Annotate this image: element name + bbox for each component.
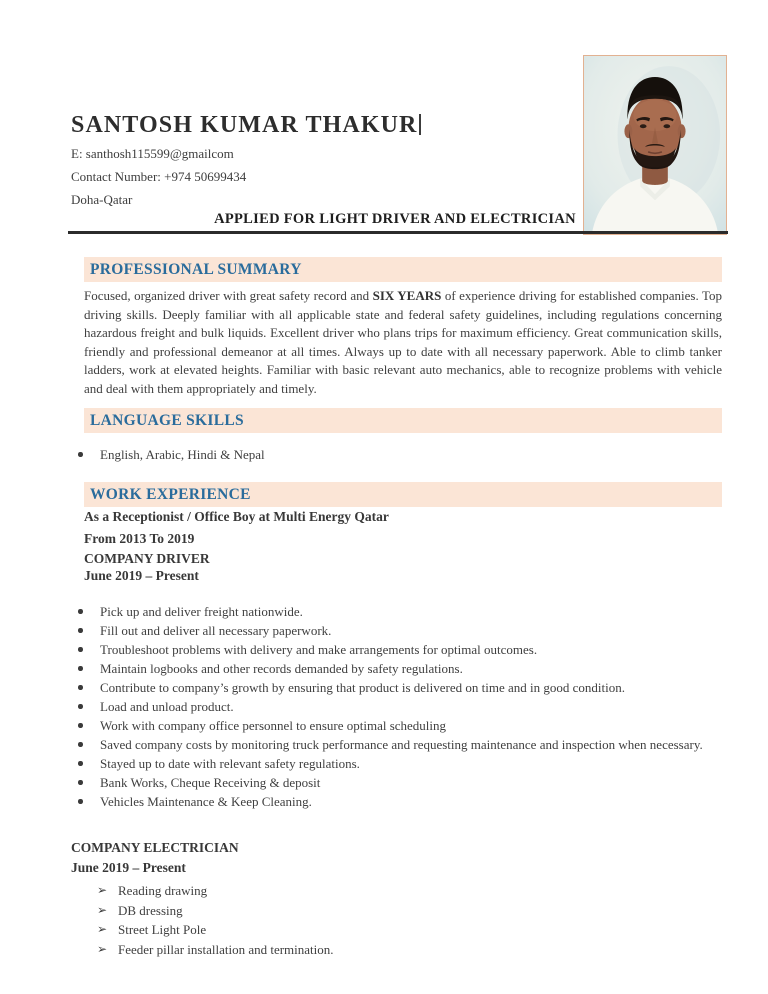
list-item [71,881,631,901]
electrician-role-line: COMPANY ELECTRICIAN [71,840,239,855]
list-item [84,735,714,754]
bullet-icon [78,628,83,633]
list-item [71,901,631,921]
list-item-text: Troubleshoot problems with delivery and make arrangements for optimal outcomes. [100,642,538,657]
bullet-icon [78,704,83,709]
receptionist-role-line: As a Receptionist / Office Boy at Multi Energy Qatar [84,509,389,524]
header-divider-rule [68,231,728,234]
section-header-language-skills: LANGUAGE SKILLS [84,408,722,433]
bullet-icon [78,723,83,728]
list-item-text: Load and unload product. [100,699,234,714]
candidate-name-text: SANTOSH KUMAR THAKUR [71,112,418,138]
driver-role-line: COMPANY DRIVER [84,551,210,566]
list-item [84,621,714,640]
professional-summary-text [84,287,722,399]
list-item-text: English, Arabic, Hindi & Nepal [100,447,265,462]
receptionist-period-line: From 2013 To 2019 [84,531,195,546]
list-item-text: DB dressing [118,902,183,918]
list-item-text: Work with company office personnel to ensure optimal scheduling [100,718,447,733]
arrow-bullet-icon: ➢ [97,922,108,937]
location-line: Doha-Qatar [71,192,133,207]
list-item-text: Fill out and deliver all necessary paperwork. [100,623,332,638]
section-header-professional-summary: PROFESSIONAL SUMMARY [84,257,722,282]
list-item-text: Contribute to company’s growth by ensuring that product is delivered on time and in good condition. [100,680,625,695]
bullet-icon [78,742,83,747]
profile-photo [583,55,727,235]
list-item [84,697,714,716]
applied-for-title: APPLIED FOR LIGHT DRIVER AND ELECTRICIAN [214,211,576,227]
list-item-text: Saved company costs by monitoring truck performance and requesting maintenance and inspection when necessary. [100,737,703,752]
bullet-icon [78,609,83,614]
list-item-text: Pick up and deliver freight nationwide. [100,604,303,619]
text-cursor [419,114,421,135]
list-item [84,773,714,792]
list-item [84,640,714,659]
bullet-icon [78,761,83,766]
list-item [84,602,714,621]
language-skills-list [84,445,704,464]
bullet-icon [78,647,83,652]
list-item-text: Reading drawing [118,883,208,898]
bullet-icon [78,780,83,785]
summary-text-rest: of experience driving for established companies. Top driving skills. Deeply familiar with all applicable state and federal safety guidelines, including regulations concerning hazardous freight and bulk liquids. Excellent driver who plans trips for maximum efficiency. Great communication skills, friendly and professional demeanor at all times. Always up to date with all necessary paperwork. Able to climb tanker ladders, work at elevated heights. Familiar with basic relevant auto mechanics, able to recognize problems with vehicle and deal with them appropriately and timely. [84,288,722,396]
list-item-text: Feeder pillar installation and termination. [118,941,334,957]
list-item [84,678,714,697]
list-item [84,754,714,773]
driver-duties-list [84,602,714,811]
summary-text-start: Focused, organized driver with great safety record and [84,288,373,303]
list-item-text: Stayed up to date with relevant safety regulations. [100,756,360,771]
list-item [71,940,631,960]
arrow-bullet-icon: ➢ [97,941,108,956]
list-item-text: Maintain logbooks and other records demanded by safety regulations. [100,661,463,676]
section-header-work-experience: WORK EXPERIENCE [84,482,722,507]
list-item [71,920,631,940]
driver-period-line: June 2019 – Present [84,568,199,583]
arrow-bullet-icon: ➢ [97,902,108,917]
bullet-icon [78,666,83,671]
phone-line: Contact Number: +974 50699434 [71,169,247,184]
list-item [84,716,714,735]
list-item [84,659,714,678]
bullet-icon [78,685,83,690]
electrician-period-line: June 2019 – Present [71,860,186,875]
bullet-icon [78,452,83,457]
electrician-duties-list [71,881,631,959]
list-item-text: Street Light Pole [118,922,207,938]
header-block [71,112,571,207]
list-item-text: Vehicles Maintenance & Keep Cleaning. [100,794,312,809]
list-item [84,445,704,464]
candidate-name [71,112,571,139]
email-line: E: santhosh115599@gmailcom [71,146,234,161]
bullet-icon [78,799,83,804]
list-item [84,792,714,811]
summary-bold-six-years: SIX YEARS [372,288,442,303]
portrait-image [584,56,726,234]
arrow-bullet-icon: ➢ [97,883,108,897]
list-item-text: Bank Works, Cheque Receiving & deposit [100,775,321,790]
